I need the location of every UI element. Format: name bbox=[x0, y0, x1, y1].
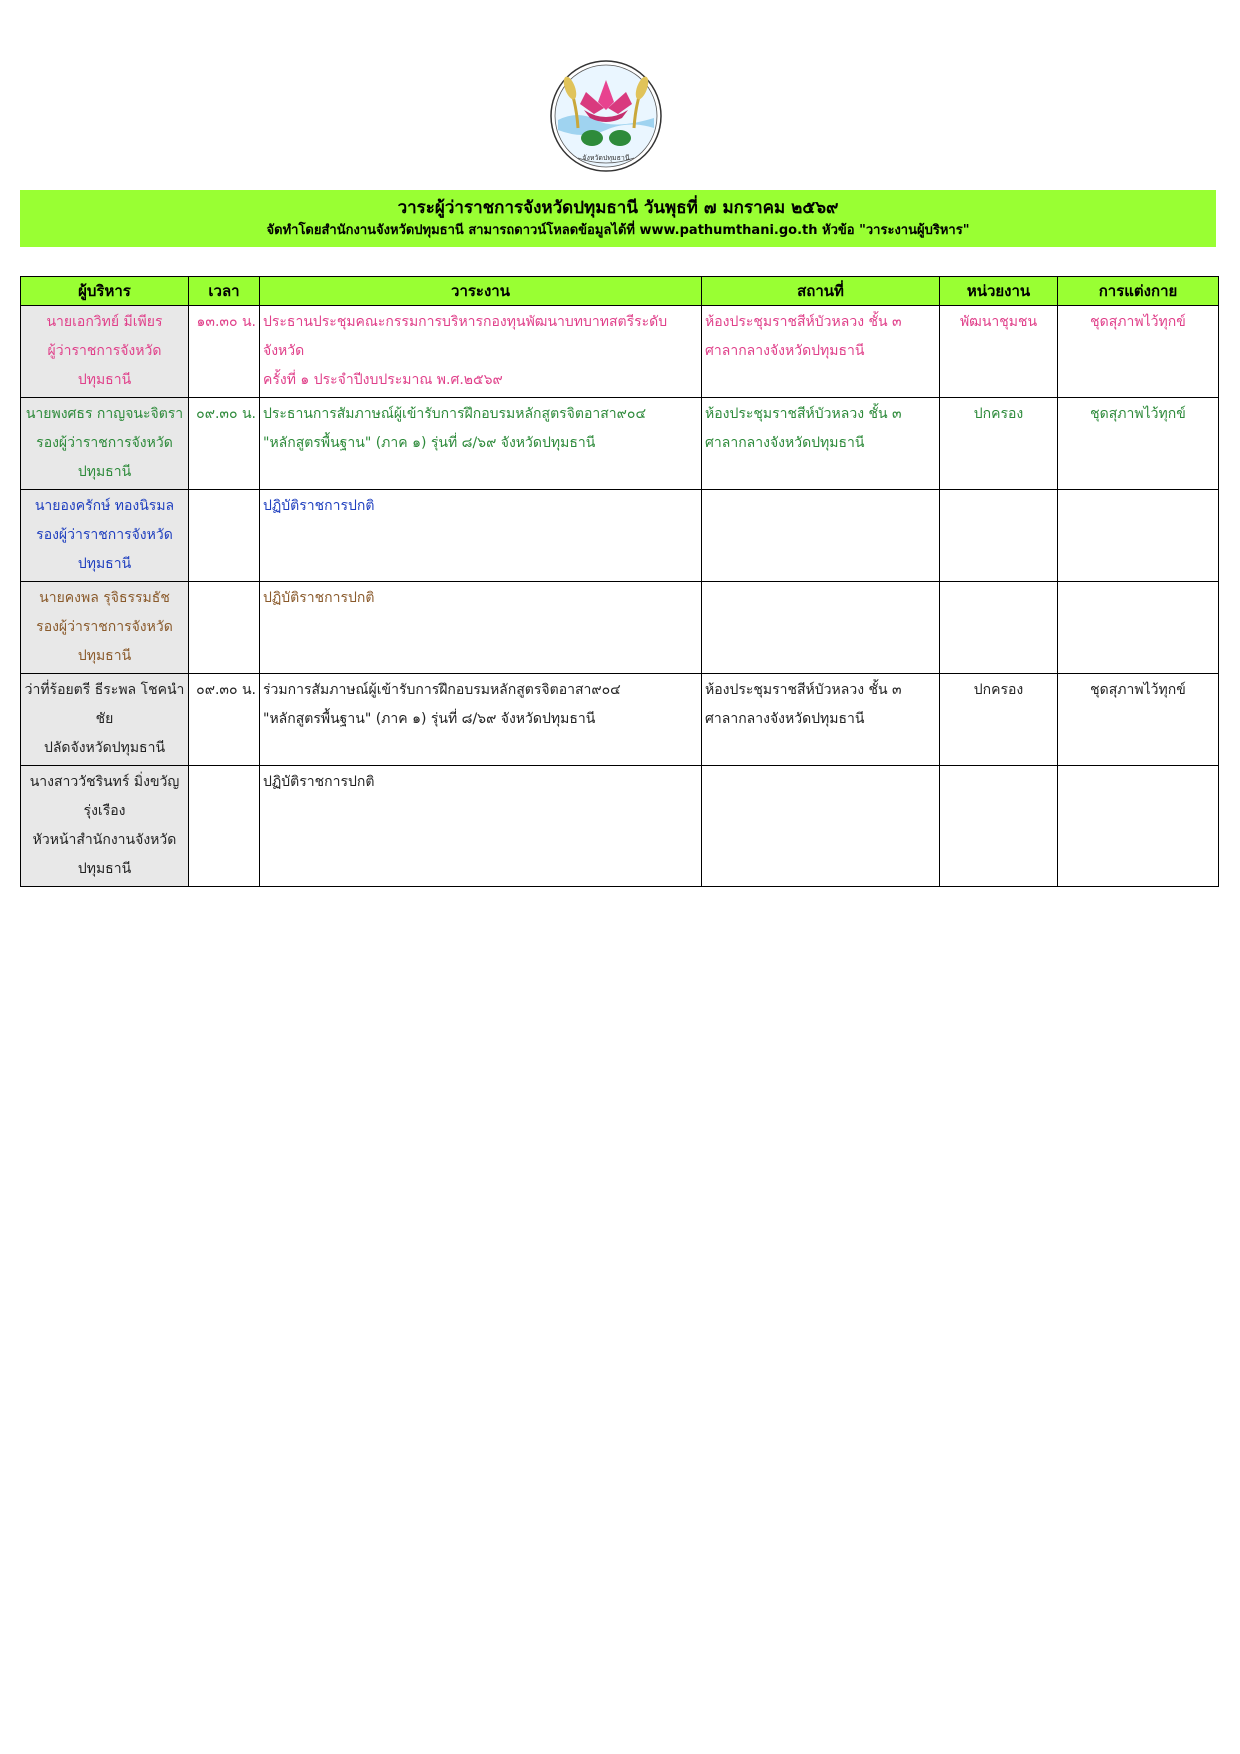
agenda-line: ปฏิบัติราชการปกติ bbox=[263, 498, 375, 514]
agenda-cell bbox=[260, 582, 702, 674]
agenda-cell bbox=[260, 306, 702, 398]
schedule-table bbox=[20, 276, 1219, 887]
executive-cell bbox=[21, 490, 189, 582]
column-header-place: สถานที่ bbox=[702, 277, 940, 306]
table-row bbox=[21, 582, 1219, 674]
dress-cell: ชุดสุภาพไว้ทุกข์ bbox=[1058, 306, 1219, 398]
dress-cell bbox=[1058, 582, 1219, 674]
place-line: ห้องประชุมราชสีห์บัวหลวง ชั้น ๓ bbox=[705, 314, 902, 330]
executive-cell bbox=[21, 766, 189, 887]
time-cell bbox=[189, 582, 260, 674]
agenda-cell bbox=[260, 398, 702, 490]
agenda-cell bbox=[260, 674, 702, 766]
table-row bbox=[21, 398, 1219, 490]
executive-name: ว่าที่ร้อยตรี ธีระพล โชคนำชัย bbox=[24, 682, 185, 727]
executive-position: รองผู้ว่าราชการจังหวัดปทุมธานี bbox=[36, 619, 173, 664]
page-title: วาระผู้ว่าราชการจังหวัดปทุมธานี วันพุธที่ ๗ มกราคม ๒๕๖๙ bbox=[397, 198, 839, 218]
place-cell bbox=[702, 674, 940, 766]
unit-cell: ปกครอง bbox=[940, 398, 1058, 490]
unit-cell bbox=[940, 490, 1058, 582]
page-subtitle: จัดทำโดยสำนักงานจังหวัดปทุมธานี สามารถดาวน์โหลดข้อมูลได้ที่ www.pathumthani.go.th หัวข้อ "วาระงานผู้บริหาร" bbox=[266, 223, 970, 238]
place-cell bbox=[702, 398, 940, 490]
agenda-line: ประธานประชุมคณะกรรมการบริหารกองทุนพัฒนาบทบาทสตรีระดับจังหวัด bbox=[263, 314, 668, 359]
agenda-cell bbox=[260, 490, 702, 582]
agenda-line: ครั้งที่ ๑ ประจำปีงบประมาณ พ.ศ.๒๕๖๙ bbox=[263, 372, 503, 388]
executive-position: ปลัดจังหวัดปทุมธานี bbox=[43, 740, 166, 756]
place-cell bbox=[702, 582, 940, 674]
unit-cell: พัฒนาชุมชน bbox=[940, 306, 1058, 398]
dress-cell: ชุดสุภาพไว้ทุกข์ bbox=[1058, 398, 1219, 490]
unit-cell bbox=[940, 582, 1058, 674]
agenda-line: ประธานการสัมภาษณ์ผู้เข้ารับการฝึกอบรมหลักสูตรจิตอาสา๙๐๔ bbox=[263, 406, 647, 422]
place-line: ห้องประชุมราชสีห์บัวหลวง ชั้น ๓ bbox=[705, 682, 902, 698]
column-header-agenda: วาระงาน bbox=[260, 277, 702, 306]
place-line: ศาลากลางจังหวัดปทุมธานี bbox=[705, 343, 865, 359]
table-header-row bbox=[21, 277, 1219, 306]
column-header-executive: ผู้บริหาร bbox=[21, 277, 189, 306]
executive-name: นายพงศธร กาญจนะจิตรา bbox=[25, 406, 184, 422]
agenda-cell bbox=[260, 766, 702, 887]
agenda-line: ร่วมการสัมภาษณ์ผู้เข้ารับการฝึกอบรมหลักสูตรจิตอาสา๙๐๔ bbox=[263, 682, 621, 698]
executive-name: นายองครักษ์ ทองนิรมล bbox=[34, 498, 175, 514]
executive-cell bbox=[21, 582, 189, 674]
executive-position: รองผู้ว่าราชการจังหวัดปทุมธานี bbox=[36, 435, 173, 480]
agenda-line: "หลักสูตรพื้นฐาน" (ภาค ๑) รุ่นที่ ๘/๖๙ จังหวัดปทุมธานี bbox=[263, 435, 596, 451]
executive-cell bbox=[21, 674, 189, 766]
place-cell bbox=[702, 766, 940, 887]
dress-cell: ชุดสุภาพไว้ทุกข์ bbox=[1058, 674, 1219, 766]
header-banner bbox=[20, 190, 1216, 247]
place-cell bbox=[702, 490, 940, 582]
column-header-time: เวลา bbox=[189, 277, 260, 306]
place-line: ห้องประชุมราชสีห์บัวหลวง ชั้น ๓ bbox=[705, 406, 902, 422]
dress-cell bbox=[1058, 766, 1219, 887]
place-cell bbox=[702, 306, 940, 398]
column-header-unit: หน่วยงาน bbox=[940, 277, 1058, 306]
executive-name: นางสาววัชรินทร์ มิ่งขวัญรุ่งเรือง bbox=[29, 774, 180, 819]
unit-cell: ปกครอง bbox=[940, 674, 1058, 766]
svg-text:จังหวัดปทุมธานี: จังหวัดปทุมธานี bbox=[582, 154, 630, 162]
executive-position: หัวหน้าสำนักงานจังหวัดปทุมธานี bbox=[32, 832, 177, 877]
table-row bbox=[21, 674, 1219, 766]
executive-position: ผู้ว่าราชการจังหวัดปทุมธานี bbox=[47, 343, 162, 388]
dress-cell bbox=[1058, 490, 1219, 582]
table-row bbox=[21, 306, 1219, 398]
column-header-dress: การแต่งกาย bbox=[1058, 277, 1219, 306]
table-row bbox=[21, 490, 1219, 582]
agenda-line: "หลักสูตรพื้นฐาน" (ภาค ๑) รุ่นที่ ๘/๖๙ จังหวัดปทุมธานี bbox=[263, 711, 596, 727]
time-cell: ๐๙.๓๐ น. bbox=[189, 398, 260, 490]
place-line: ศาลากลางจังหวัดปทุมธานี bbox=[705, 435, 865, 451]
executive-name: นายเอกวิทย์ มีเพียร bbox=[46, 314, 163, 330]
executive-position: รองผู้ว่าราชการจังหวัดปทุมธานี bbox=[36, 527, 173, 572]
place-line: ศาลากลางจังหวัดปทุมธานี bbox=[705, 711, 865, 727]
table-row bbox=[21, 766, 1219, 887]
province-seal-logo bbox=[548, 58, 664, 174]
time-cell: ๑๓.๓๐ น. bbox=[189, 306, 260, 398]
unit-cell bbox=[940, 766, 1058, 887]
executive-cell bbox=[21, 306, 189, 398]
agenda-line: ปฏิบัติราชการปกติ bbox=[263, 774, 375, 790]
agenda-line: ปฏิบัติราชการปกติ bbox=[263, 590, 375, 606]
executive-cell bbox=[21, 398, 189, 490]
time-cell bbox=[189, 766, 260, 887]
time-cell bbox=[189, 490, 260, 582]
executive-name: นายคงพล รุจิธรรมธัช bbox=[39, 590, 170, 606]
time-cell: ๐๙.๓๐ น. bbox=[189, 674, 260, 766]
